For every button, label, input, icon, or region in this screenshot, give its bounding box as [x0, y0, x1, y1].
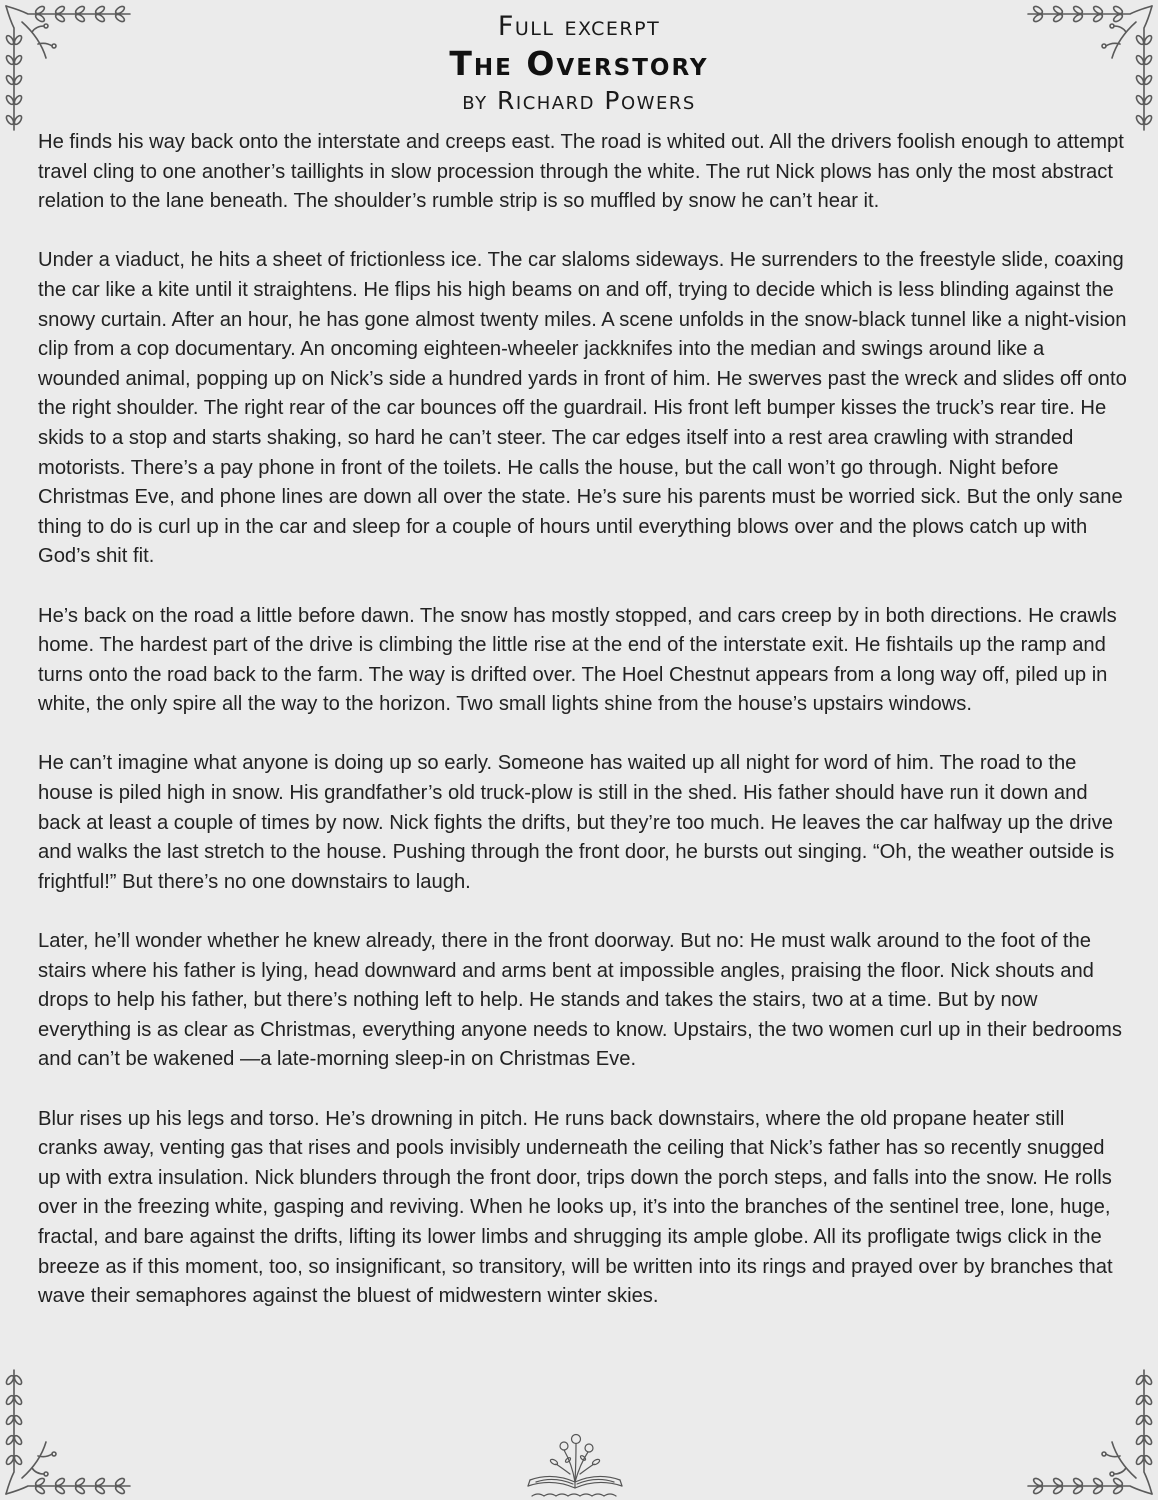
book-title: The Overstory	[449, 44, 709, 83]
paragraph: He can’t imagine what anyone is doing up so early. Someone has waited up all night for word of him. The road to the house is piled high in snow. His grandfather’s old truck-plow is still in the shed. His father should have run it down and back at least a couple of times by now. Nick fights the drifts, but they’re too much. He leaves the car halfway up the drive and walks the last stretch to the house. Pushing through the front door, he bursts out singing. “Oh, the weather outside is frightful!” But there’s no one downstairs to laugh.	[38, 752, 1115, 893]
corner-vine-bottom-right-icon	[1008, 1350, 1158, 1500]
paragraph: Under a viaduct, he hits a sheet of frictionless ice. The car slaloms sideways. He surrenders to the freestyle slide, coaxing the car like a kite until it straightens. He flips his high beams on and off, trying to decide which is less blinding against the snowy curtain. After an hour, he has gone almost twenty miles. A scene unfolds in the snow-black tunnel like a night-vision clip from a cop documentary. An oncoming eighteen-wheeler jackknifes into the median and swings around like a wounded animal, popping up on Nick’s side a hundred yards in front of him. He swerves past the wreck and slides off onto the right shoulder. The right rear of the car bounces off the guardrail. His front left bumper kisses the truck’s rear tire. He skids to a stop and starts shaking, so hard he can’t steer. The car edges itself into a rest area crawling with stranded motorists. There’s a pay phone in front of the toilets. He calls the house, but the call won’t go through. Night before Christmas Eve, and phone lines are down all over the state. He’s sure his parents must be worried sick. But the only sane thing to do is curl up in the car and sleep for a couple of hours until everything blows over and the plows catch up with God’s shit fit.	[38, 249, 1127, 568]
paragraph: Later, he’ll wonder whether he knew already, there in the front doorway. But no: He must walk around to the foot of the stairs where his father is lying, head downward and arms bent at impossible angles, praising the floor. Nick shouts and drops to help his father, but there’s nothing left to help. He stands and takes the stairs, two at a time. But by now everything is as clear as Christmas, everything anyone needs to know. Upstairs, the two women curl up in their bedrooms and can’t be wakened —a late-morning sleep-in on Christmas Eve.	[38, 930, 1122, 1071]
paragraph: He finds his way back onto the interstate and creeps east. The road is whited out. All the drivers foolish enough to attempt travel cling to one another’s taillights in slow procession through the white. The rut Nick plows has only the most abstract relation to the lane beneath. The shoulder’s rumble strip is so muffled by snow he can’t hear it.	[38, 131, 1124, 213]
corner-vine-bottom-left-icon	[0, 1350, 150, 1500]
author-byline: by Richard Powers	[462, 86, 696, 115]
open-book-with-flowers-icon	[520, 1424, 630, 1500]
paragraph: Blur rises up his legs and torso. He’s drowning in pitch. He runs back downstairs, where the old propane heater still cranks away, venting gas that rises and pools invisibly underneath the ceiling that Nick’s father has so recently snugged up with extra insulation. Nick blunders through the front door, trips down the porch steps, and falls into the snow. He rolls over in the freezing white, gasping and reviving. When he looks up, it’s into the branches of the sentinel tree, lone, huge, fractal, and bare against the drifts, lifting its lower limbs and shrugging its ample globe. All its profligate twigs click in the breeze as if this moment, too, so insignificant, so transitory, will be written into its rings and prayed over by branches that wave their semaphores against the bluest of midwestern winter skies.	[38, 1107, 1113, 1308]
excerpt-label: Full excerpt	[497, 11, 661, 42]
excerpt-header	[0, 10, 1158, 118]
paragraph: He’s back on the road a little before dawn. The snow has mostly stopped, and cars creep by in both directions. He crawls home. The hardest part of the drive is climbing the little rise at the end of the interstate exit. He fishtails up the ramp and turns onto the road back to the farm. The way is drifted over. The Hoel Chestnut appears from a long way off, piled up in white, the only spire all the way to the horizon. Two small lights shine from the house’s upstairs windows.	[38, 604, 1117, 716]
excerpt-body	[38, 128, 1128, 1312]
